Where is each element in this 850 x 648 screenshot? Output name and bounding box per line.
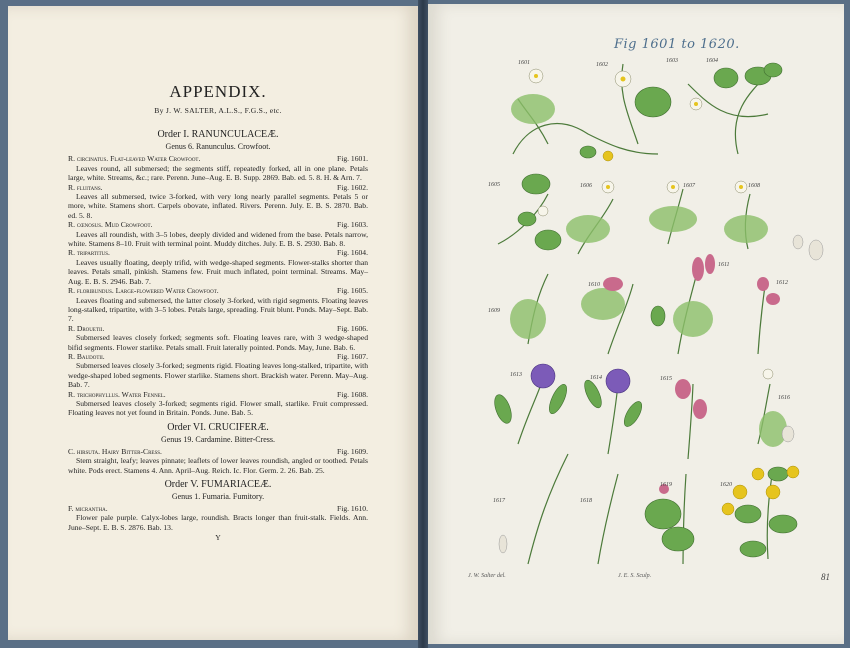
book-gutter bbox=[418, 0, 428, 648]
genus-heading: Genus 19. Cardamine. Bitter-Cress. bbox=[160, 434, 276, 444]
species-name: R. fluitans. bbox=[68, 182, 103, 192]
species-entry bbox=[68, 447, 368, 456]
fig-label: 1612 bbox=[776, 280, 788, 286]
fig-label: 1610 bbox=[588, 282, 600, 288]
species-description: Leaves usually floating, deeply trifid, with wedge-shaped segments. Flower-stalks shorter than leaves. Petals small, pinkish. Stamens few. Fruit much inflated, point terminal. Streams. May–Aug. E. B. S. 2946. Bab. 7. bbox=[68, 257, 368, 286]
fig-label: 1606 bbox=[580, 183, 592, 189]
fig-number: Fig. 1604. bbox=[336, 248, 368, 258]
species-name: R. circinatus. Flat-leaved Water Crowfoot. bbox=[68, 154, 201, 164]
species-name: R. Baudotii. bbox=[68, 351, 105, 361]
fig-label: 1611 bbox=[718, 262, 730, 268]
species-name: R. tripartitus. bbox=[68, 248, 110, 258]
species-description: Leaves all roundish, with 3–5 lobes, deeply divided and widened from the base. Petals narrow, white. Stamens 8–10. Fruit with terminal point. Muddy ditches. July. E. B. S. 2930. Bab. 8. bbox=[68, 229, 368, 249]
fig-number: Fig. 1602. bbox=[336, 182, 368, 192]
species-entry bbox=[68, 352, 368, 361]
species-entry bbox=[68, 390, 368, 399]
feathery-foliage bbox=[510, 94, 787, 447]
order-heading: Order VI. CRUCIFERÆ. bbox=[167, 421, 269, 433]
fig-label: 1607 bbox=[683, 183, 695, 189]
species-description: Submersed leaves closely forked; segments soft. Floating leaves rare, with 3 wedge-shaped bifid segments. Flower starlike. Petals small. Fruit laterally pointed. Ponds. May, June. Bab. 6. bbox=[68, 333, 368, 352]
species-name: R. Drouetii. bbox=[68, 323, 105, 333]
fig-label: 1613 bbox=[510, 372, 522, 378]
fig-label: 1609 bbox=[488, 308, 500, 314]
species-name: F. micrantha. bbox=[68, 504, 108, 513]
genus-heading: Genus 6. Ranunculus. Crowfoot. bbox=[165, 142, 271, 152]
pink-flowers bbox=[603, 254, 780, 494]
species-entry bbox=[68, 220, 368, 229]
order-heading: Order I. RANUNCULACEÆ. bbox=[157, 129, 279, 141]
fig-number: Fig. 1610. bbox=[336, 504, 368, 513]
species-description: Submersed leaves closely 3-forked; segments rigid. Floating leaves long-stalked, tripartite, with wedge-shaped lobed segments. Flower starlike. Stamens short. Brackish water. Perenn. May–Aug. Bab. 7. bbox=[68, 361, 368, 390]
page-title: APPENDIX. bbox=[169, 82, 267, 101]
fig-label: 1617 bbox=[493, 498, 505, 504]
species-description: Submersed leaves closely 3-forked; segments rigid. Flower small, starlike. Fruit compressed. Floating leaves not yet found in Britain. Ponds. June. Bab. 5. bbox=[68, 398, 368, 418]
botanical-plate bbox=[428, 4, 844, 644]
engraver-credit: J. E. S. Sculp. bbox=[618, 573, 652, 579]
species-entry bbox=[68, 504, 368, 513]
fig-label: 1618 bbox=[580, 498, 592, 504]
species-description: Stem straight, leafy; leaves pinnate; leaflets of lower leaves roundish, angled or toothed. Petals white. Pods erect. Stamens 4. Ann. April–Aug. Reich. Ic. Flor. Germ. 2. 26. Bab. 25. bbox=[68, 456, 368, 475]
figure-labels bbox=[488, 57, 790, 504]
fig-label: 1608 bbox=[748, 183, 760, 189]
fig-number: Fig. 1608. bbox=[336, 389, 368, 399]
violet-flowers bbox=[531, 364, 630, 393]
flower-centers bbox=[534, 74, 743, 189]
fig-label: 1615 bbox=[660, 376, 672, 382]
fig-number: Fig. 1606. bbox=[336, 323, 368, 333]
genus-heading: Genus 1. Fumaria. Fumitory. bbox=[171, 492, 265, 501]
right-page bbox=[428, 4, 844, 644]
artist-credit: J. W. Salter del. bbox=[468, 573, 506, 579]
fig-label: 1614 bbox=[590, 375, 602, 381]
species-entry bbox=[68, 154, 368, 163]
fig-label: 1604 bbox=[706, 58, 718, 64]
species-description: Leaves round, all submersed; the segments stiff, repeatedly forked, all in one plane. Petals large, white. Streams, &c.; rare. Perenn. June–Aug. E. B. Supp. 2869. Bab. ed. 5. 8. H. & Arn. 7. bbox=[68, 163, 368, 183]
species-name: R. trichophyllus. Water Fennel. bbox=[68, 389, 166, 399]
fig-number: Fig. 1603. bbox=[336, 220, 368, 230]
order-heading: Order V. FUMARIACEÆ. bbox=[164, 479, 272, 490]
fig-number: Fig. 1605. bbox=[336, 286, 368, 296]
fig-label: 1605 bbox=[488, 182, 500, 188]
species-entry bbox=[68, 183, 368, 192]
fig-number: Fig. 1609. bbox=[336, 446, 368, 456]
fig-label: 1620 bbox=[720, 482, 732, 488]
species-entry bbox=[68, 324, 368, 333]
species-name: C. hirsuta. Hairy Bitter-Cress. bbox=[68, 446, 162, 456]
fig-label: 1619 bbox=[660, 482, 672, 488]
appendix-text bbox=[68, 82, 368, 543]
fig-label: 1603 bbox=[666, 58, 678, 64]
species-description: Leaves all submersed, twice 3-forked, with very long nearly parallel segments. Petals 5 or more, white. Stamens short. Carpels obovate, inflated. Rivers. Perenn. July. E. B. S. 2870. Bab. ed. 5. 8. bbox=[68, 192, 368, 220]
species-name: R. floribundus. Large-flowered Water Crowfoot. bbox=[68, 286, 219, 296]
species-entry bbox=[68, 286, 368, 295]
fig-label: 1616 bbox=[778, 395, 790, 401]
byline: By J. W. SALTER, A.L.S., F.G.S., etc. bbox=[154, 106, 282, 115]
species-description: Flower pale purple. Calyx-lobes large, roundish. Bracts longer than fruit-stalk. Fields. Ann. June–Sept. E. B. S. 2876. Bab. 13. bbox=[68, 513, 368, 532]
species-description: Leaves floating and submersed, the latter closely 3-forked, with rigid segments. Floating leaves long-stalked, tripartite, with 3–5 lobes. Petals large, spreading. Fruit blunt. Ponds. May–Sept. Bab. 7. bbox=[68, 295, 368, 324]
page-number: 81 bbox=[821, 572, 830, 582]
fig-label: 1601 bbox=[518, 60, 530, 66]
fig-label: 1602 bbox=[596, 62, 608, 68]
fig-number: Fig. 1601. bbox=[336, 154, 368, 164]
species-name: R. cœnosus. Mud Crowfoot. bbox=[68, 220, 153, 230]
signature-mark: Y bbox=[215, 533, 221, 543]
left-page bbox=[8, 6, 418, 640]
species-entry bbox=[68, 248, 368, 257]
fig-number: Fig. 1607. bbox=[336, 351, 368, 361]
plate-title: Fig 1601 to 1620. bbox=[614, 37, 740, 52]
